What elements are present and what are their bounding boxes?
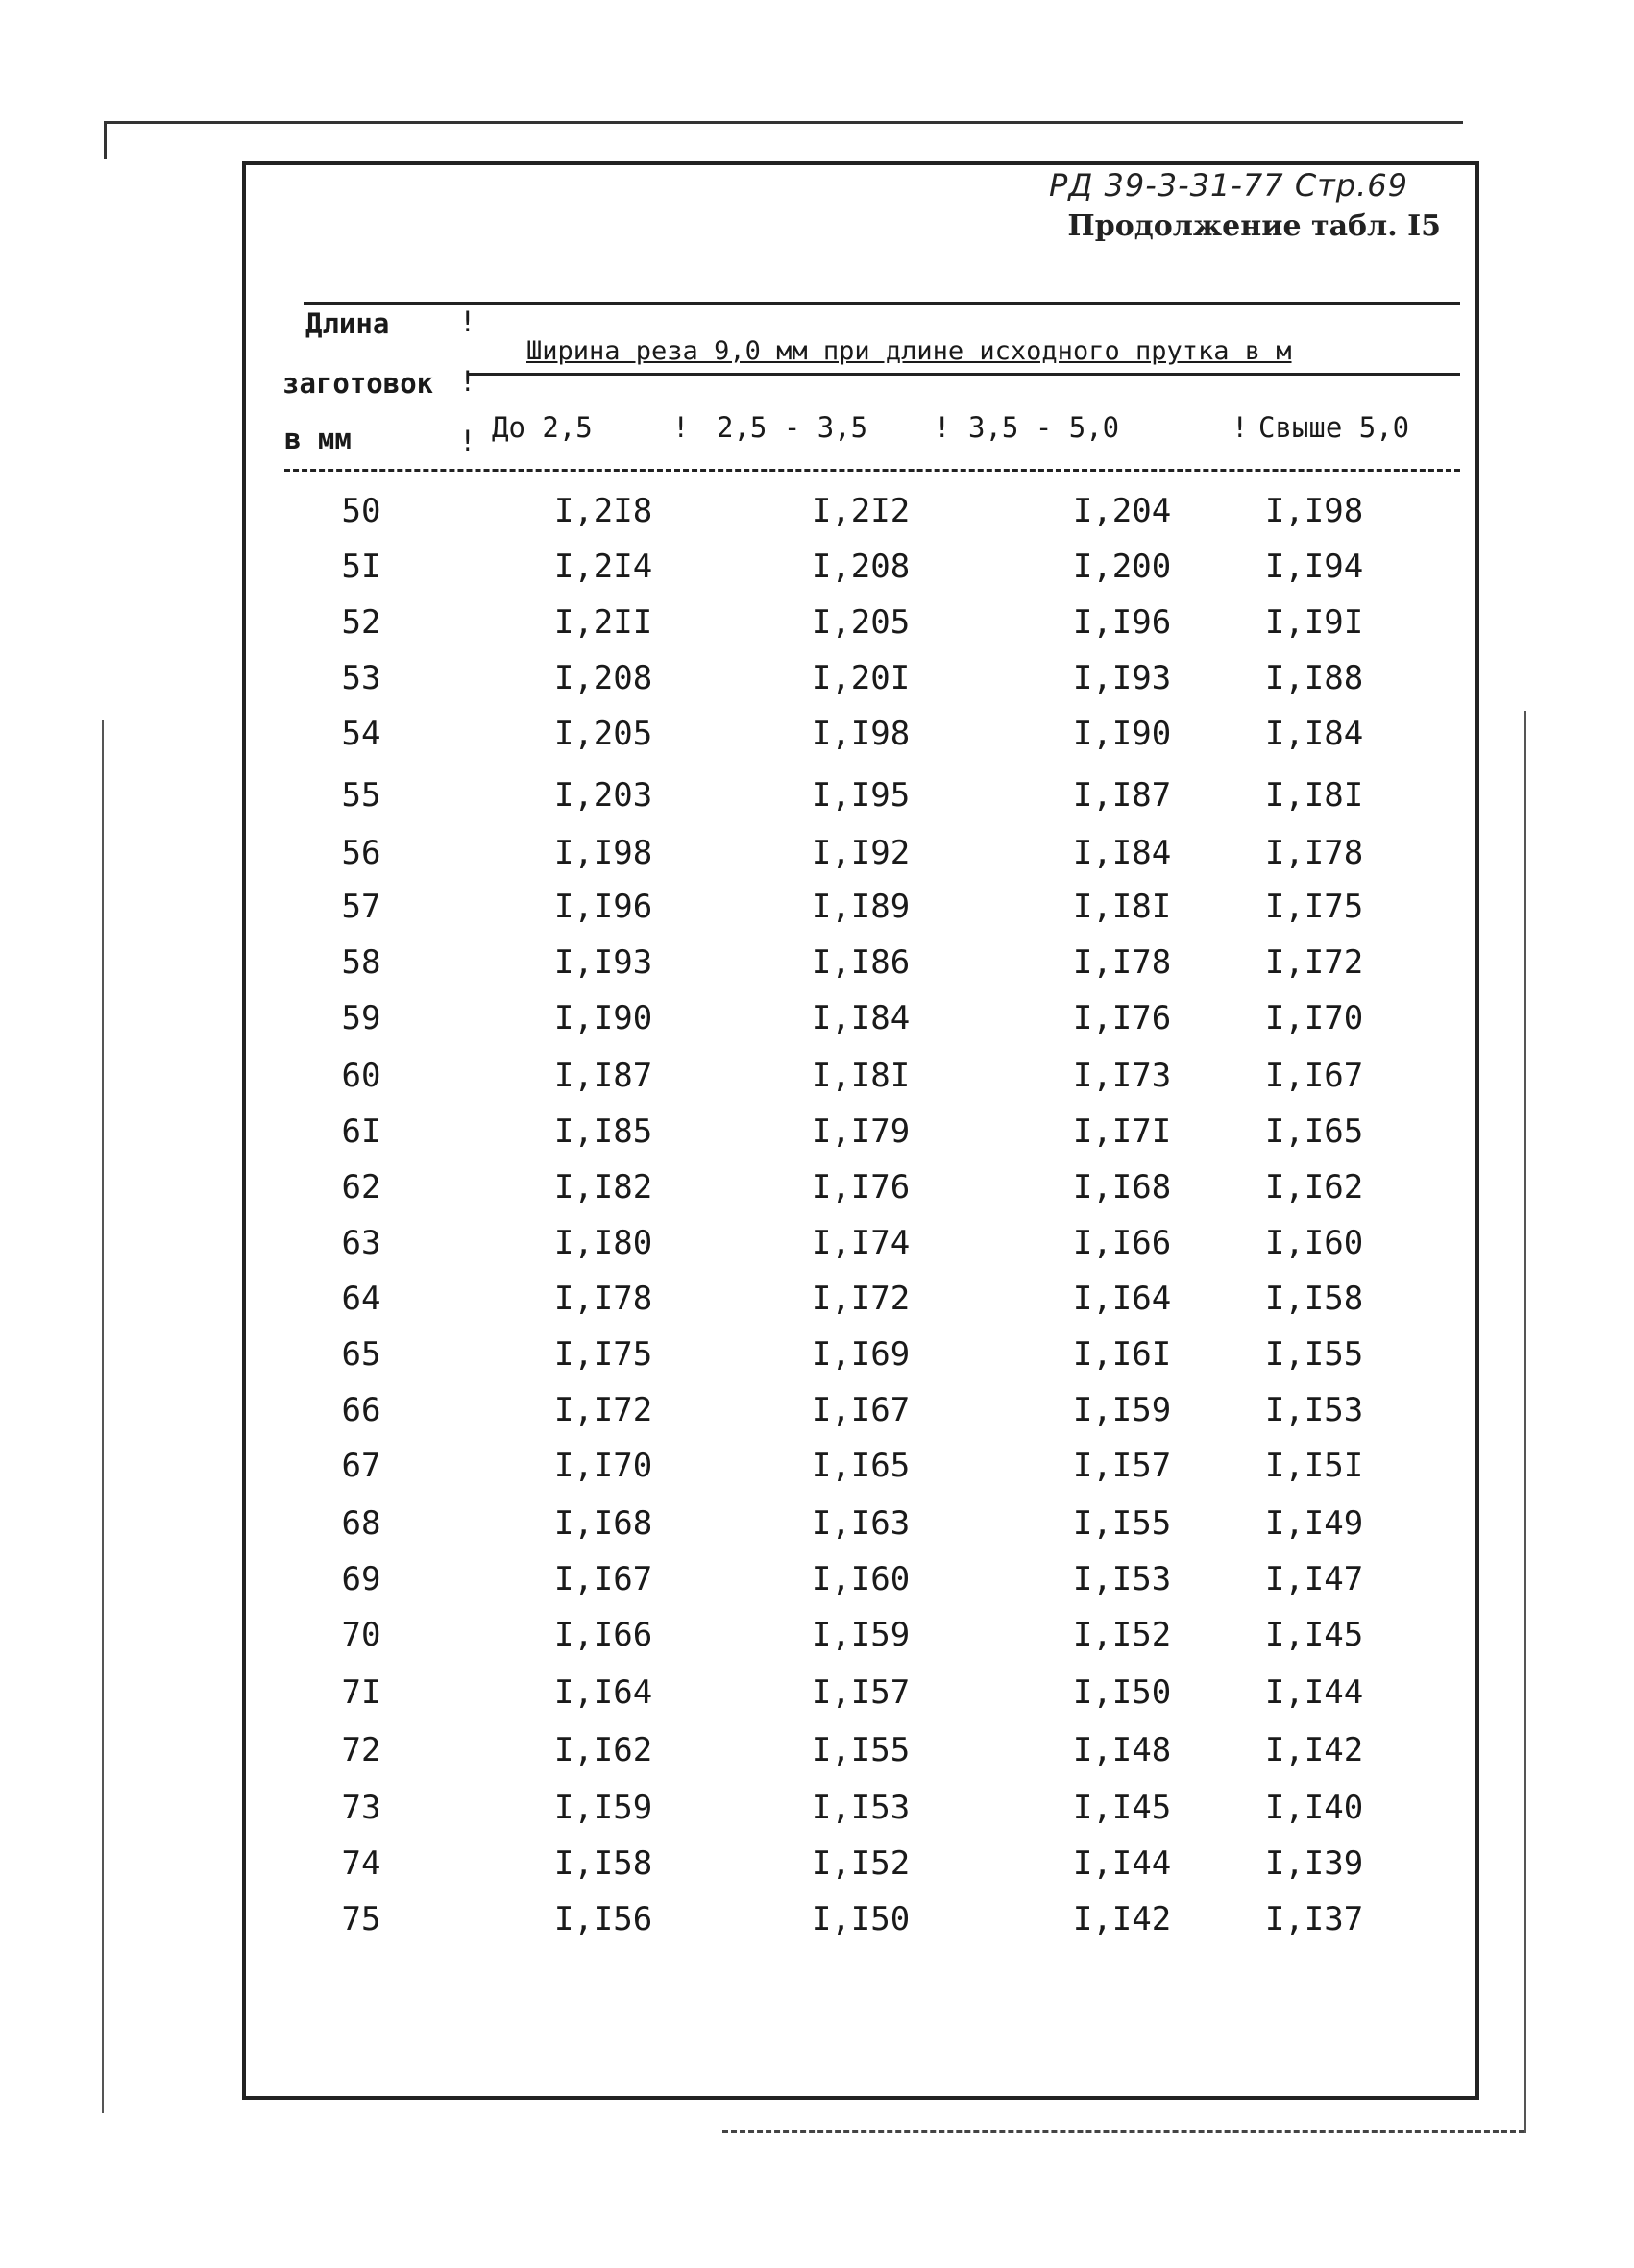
scan-border-top [104, 121, 1463, 124]
cell-length: 62 [341, 1168, 381, 1207]
cell-over-5-0: I,I47 [1264, 1560, 1364, 1598]
cell-2-5-to-3-5: I,208 [811, 548, 911, 586]
cell-upto-2-5: I,I87 [553, 1057, 653, 1095]
header-separator: ! [459, 425, 476, 457]
cell-over-5-0: I,I37 [1264, 1900, 1364, 1939]
table-continuation-label: Продолжение табл. I5 [1067, 209, 1441, 243]
cell-2-5-to-3-5: I,I98 [811, 715, 911, 753]
cell-length: 73 [341, 1789, 381, 1827]
cell-length: 69 [341, 1560, 381, 1598]
cell-upto-2-5: I,I59 [553, 1789, 653, 1827]
cell-upto-2-5: I,I64 [553, 1673, 653, 1712]
cell-length: 68 [341, 1504, 381, 1543]
cell-length: 64 [341, 1280, 381, 1318]
cell-3-5-to-5-0: I,I59 [1072, 1391, 1172, 1429]
header-separator: ! [934, 411, 951, 444]
cell-3-5-to-5-0: I,I66 [1072, 1224, 1172, 1262]
table-row [246, 715, 1475, 770]
cell-2-5-to-3-5: I,I89 [811, 888, 911, 926]
table-row [246, 1280, 1475, 1335]
cell-3-5-to-5-0: I,I68 [1072, 1168, 1172, 1207]
cell-3-5-to-5-0: I,I78 [1072, 943, 1172, 982]
cell-2-5-to-3-5: I,I92 [811, 834, 911, 872]
cell-length: 5I [341, 548, 381, 586]
table-row [246, 1447, 1475, 1502]
cell-upto-2-5: I,I68 [553, 1504, 653, 1543]
cell-3-5-to-5-0: I,I84 [1072, 834, 1172, 872]
table-row [246, 548, 1475, 603]
cell-over-5-0: I,I42 [1264, 1731, 1364, 1769]
cell-2-5-to-3-5: I,I74 [811, 1224, 911, 1262]
cell-upto-2-5: I,I58 [553, 1844, 653, 1883]
cell-upto-2-5: I,2II [553, 603, 653, 642]
table-row [246, 1616, 1475, 1671]
cell-upto-2-5: I,I90 [553, 999, 653, 1037]
cell-upto-2-5: I,205 [553, 715, 653, 753]
cell-upto-2-5: I,I96 [553, 888, 653, 926]
col-header-length-line1: Длина [305, 307, 390, 340]
cell-over-5-0: I,I60 [1264, 1224, 1364, 1262]
cell-upto-2-5: I,I78 [553, 1280, 653, 1318]
col-header-2-5-to-3-5: 2,5 - 3,5 [717, 411, 868, 444]
cell-length: 66 [341, 1391, 381, 1429]
cell-length: 57 [341, 888, 381, 926]
cell-over-5-0: I,I72 [1264, 943, 1364, 982]
table-row [246, 1504, 1475, 1560]
cell-length: 63 [341, 1224, 381, 1262]
cell-over-5-0: I,I62 [1264, 1168, 1364, 1207]
cell-upto-2-5: I,I80 [553, 1224, 653, 1262]
table-row [246, 1057, 1475, 1112]
scan-border-left [102, 720, 104, 2113]
table-row [246, 603, 1475, 659]
document-code: РД 39-3-31-77 Стр.69 [1049, 167, 1408, 204]
cell-3-5-to-5-0: I,I44 [1072, 1844, 1172, 1883]
scan-border-bottom [722, 2130, 1524, 2133]
cell-3-5-to-5-0: I,I48 [1072, 1731, 1172, 1769]
cell-over-5-0: I,I78 [1264, 834, 1364, 872]
table-row [246, 1731, 1475, 1787]
cell-length: 75 [341, 1900, 381, 1939]
table-row [246, 943, 1475, 999]
cell-2-5-to-3-5: I,I72 [811, 1280, 911, 1318]
cell-3-5-to-5-0: I,I57 [1072, 1447, 1172, 1485]
cell-2-5-to-3-5: I,I65 [811, 1447, 911, 1485]
table-row [246, 1391, 1475, 1447]
cell-3-5-to-5-0: I,I93 [1072, 659, 1172, 697]
cell-over-5-0: I,I5I [1264, 1447, 1364, 1485]
cell-upto-2-5: I,203 [553, 776, 653, 815]
cell-upto-2-5: I,I70 [553, 1447, 653, 1485]
cell-2-5-to-3-5: I,2I2 [811, 492, 911, 530]
table-row [246, 1900, 1475, 1956]
cell-2-5-to-3-5: I,I67 [811, 1391, 911, 1429]
cell-2-5-to-3-5: I,I57 [811, 1673, 911, 1712]
cell-over-5-0: I,I94 [1264, 548, 1364, 586]
header-top-rule [304, 302, 1460, 305]
cell-3-5-to-5-0: I,I7I [1072, 1112, 1172, 1151]
header-separator: ! [1232, 411, 1249, 444]
cell-3-5-to-5-0: I,204 [1072, 492, 1172, 530]
cell-3-5-to-5-0: I,I53 [1072, 1560, 1172, 1598]
cell-length: 70 [341, 1616, 381, 1654]
cell-over-5-0: I,I84 [1264, 715, 1364, 753]
cell-length: 58 [341, 943, 381, 982]
cell-3-5-to-5-0: I,I76 [1072, 999, 1172, 1037]
cell-over-5-0: I,I88 [1264, 659, 1364, 697]
cell-length: 7I [341, 1673, 381, 1712]
cell-3-5-to-5-0: I,I6I [1072, 1335, 1172, 1374]
cell-length: 50 [341, 492, 381, 530]
group-header-cut-width: Ширина реза 9,0 мм при длине исходного прутка в м [526, 336, 1292, 366]
col-header-length-line2: заготовок [282, 367, 434, 400]
group-header-rule [469, 373, 1460, 376]
header-separator: ! [672, 411, 690, 444]
cell-upto-2-5: I,208 [553, 659, 653, 697]
cell-upto-2-5: I,I72 [553, 1391, 653, 1429]
cell-length: 59 [341, 999, 381, 1037]
cell-2-5-to-3-5: I,I76 [811, 1168, 911, 1207]
cell-over-5-0: I,I65 [1264, 1112, 1364, 1151]
scan-border-tick [104, 121, 107, 159]
cell-over-5-0: I,I58 [1264, 1280, 1364, 1318]
cell-length: 65 [341, 1335, 381, 1374]
cell-upto-2-5: I,2I4 [553, 548, 653, 586]
cell-length: 74 [341, 1844, 381, 1883]
table-row [246, 1844, 1475, 1900]
cell-over-5-0: I,I49 [1264, 1504, 1364, 1543]
cell-2-5-to-3-5: I,I55 [811, 1731, 911, 1769]
cell-3-5-to-5-0: I,I64 [1072, 1280, 1172, 1318]
cell-length: 72 [341, 1731, 381, 1769]
header-bottom-rule [284, 469, 1460, 472]
cell-over-5-0: I,I45 [1264, 1616, 1364, 1654]
cell-3-5-to-5-0: I,I45 [1072, 1789, 1172, 1827]
cell-over-5-0: I,I67 [1264, 1057, 1364, 1095]
cell-2-5-to-3-5: I,I8I [811, 1057, 911, 1095]
cell-3-5-to-5-0: I,I52 [1072, 1616, 1172, 1654]
table-row [246, 1560, 1475, 1616]
col-header-over-5-0: Свыше 5,0 [1258, 411, 1410, 444]
cell-2-5-to-3-5: I,I63 [811, 1504, 911, 1543]
col-header-3-5-to-5-0: 3,5 - 5,0 [968, 411, 1120, 444]
col-header-length-line3: в мм [284, 423, 352, 455]
table-row [246, 888, 1475, 943]
cell-3-5-to-5-0: I,I87 [1072, 776, 1172, 815]
cell-over-5-0: I,I75 [1264, 888, 1364, 926]
cell-2-5-to-3-5: I,I60 [811, 1560, 911, 1598]
cell-over-5-0: I,I9I [1264, 603, 1364, 642]
table-row [246, 659, 1475, 715]
table-row [246, 1673, 1475, 1729]
cell-upto-2-5: I,2I8 [553, 492, 653, 530]
table-row [246, 999, 1475, 1055]
table-row [246, 1335, 1475, 1391]
cell-upto-2-5: I,I93 [553, 943, 653, 982]
table-row [246, 1224, 1475, 1280]
table-row [246, 834, 1475, 890]
cell-2-5-to-3-5: I,20I [811, 659, 911, 697]
cell-length: 54 [341, 715, 381, 753]
table-row [246, 1789, 1475, 1844]
cell-2-5-to-3-5: I,205 [811, 603, 911, 642]
cell-length: 53 [341, 659, 381, 697]
cell-2-5-to-3-5: I,I69 [811, 1335, 911, 1374]
cell-2-5-to-3-5: I,I53 [811, 1789, 911, 1827]
cell-upto-2-5: I,I75 [553, 1335, 653, 1374]
cell-upto-2-5: I,I66 [553, 1616, 653, 1654]
header-separator: ! [459, 365, 476, 398]
cell-over-5-0: I,I39 [1264, 1844, 1364, 1883]
cell-over-5-0: I,I55 [1264, 1335, 1364, 1374]
cell-2-5-to-3-5: I,I50 [811, 1900, 911, 1939]
cell-length: 6I [341, 1112, 381, 1151]
table-row [246, 1168, 1475, 1224]
cell-3-5-to-5-0: I,I55 [1072, 1504, 1172, 1543]
cell-upto-2-5: I,I82 [553, 1168, 653, 1207]
cell-over-5-0: I,I44 [1264, 1673, 1364, 1712]
cell-over-5-0: I,I98 [1264, 492, 1364, 530]
cell-2-5-to-3-5: I,I84 [811, 999, 911, 1037]
cell-3-5-to-5-0: I,I8I [1072, 888, 1172, 926]
col-header-upto-2-5: До 2,5 [492, 411, 593, 444]
cell-3-5-to-5-0: I,I50 [1072, 1673, 1172, 1712]
table-row [246, 776, 1475, 832]
cell-length: 55 [341, 776, 381, 815]
cell-2-5-to-3-5: I,I95 [811, 776, 911, 815]
scan-border-right [1524, 711, 1526, 2133]
table-row [246, 1112, 1475, 1168]
cell-3-5-to-5-0: I,I42 [1072, 1900, 1172, 1939]
cell-3-5-to-5-0: I,200 [1072, 548, 1172, 586]
cell-over-5-0: I,I70 [1264, 999, 1364, 1037]
cell-over-5-0: I,I40 [1264, 1789, 1364, 1827]
cell-2-5-to-3-5: I,I52 [811, 1844, 911, 1883]
cell-2-5-to-3-5: I,I86 [811, 943, 911, 982]
cell-3-5-to-5-0: I,I90 [1072, 715, 1172, 753]
cell-upto-2-5: I,I85 [553, 1112, 653, 1151]
cell-length: 52 [341, 603, 381, 642]
cell-length: 56 [341, 834, 381, 872]
cell-upto-2-5: I,I67 [553, 1560, 653, 1598]
cell-3-5-to-5-0: I,I73 [1072, 1057, 1172, 1095]
cell-length: 60 [341, 1057, 381, 1095]
document-page [242, 161, 1479, 2100]
table-row [246, 492, 1475, 548]
cell-upto-2-5: I,I98 [553, 834, 653, 872]
cell-length: 67 [341, 1447, 381, 1485]
header-separator: ! [459, 305, 476, 338]
cell-2-5-to-3-5: I,I79 [811, 1112, 911, 1151]
cell-2-5-to-3-5: I,I59 [811, 1616, 911, 1654]
cell-upto-2-5: I,I56 [553, 1900, 653, 1939]
cell-3-5-to-5-0: I,I96 [1072, 603, 1172, 642]
cell-over-5-0: I,I8I [1264, 776, 1364, 815]
cell-over-5-0: I,I53 [1264, 1391, 1364, 1429]
cell-upto-2-5: I,I62 [553, 1731, 653, 1769]
